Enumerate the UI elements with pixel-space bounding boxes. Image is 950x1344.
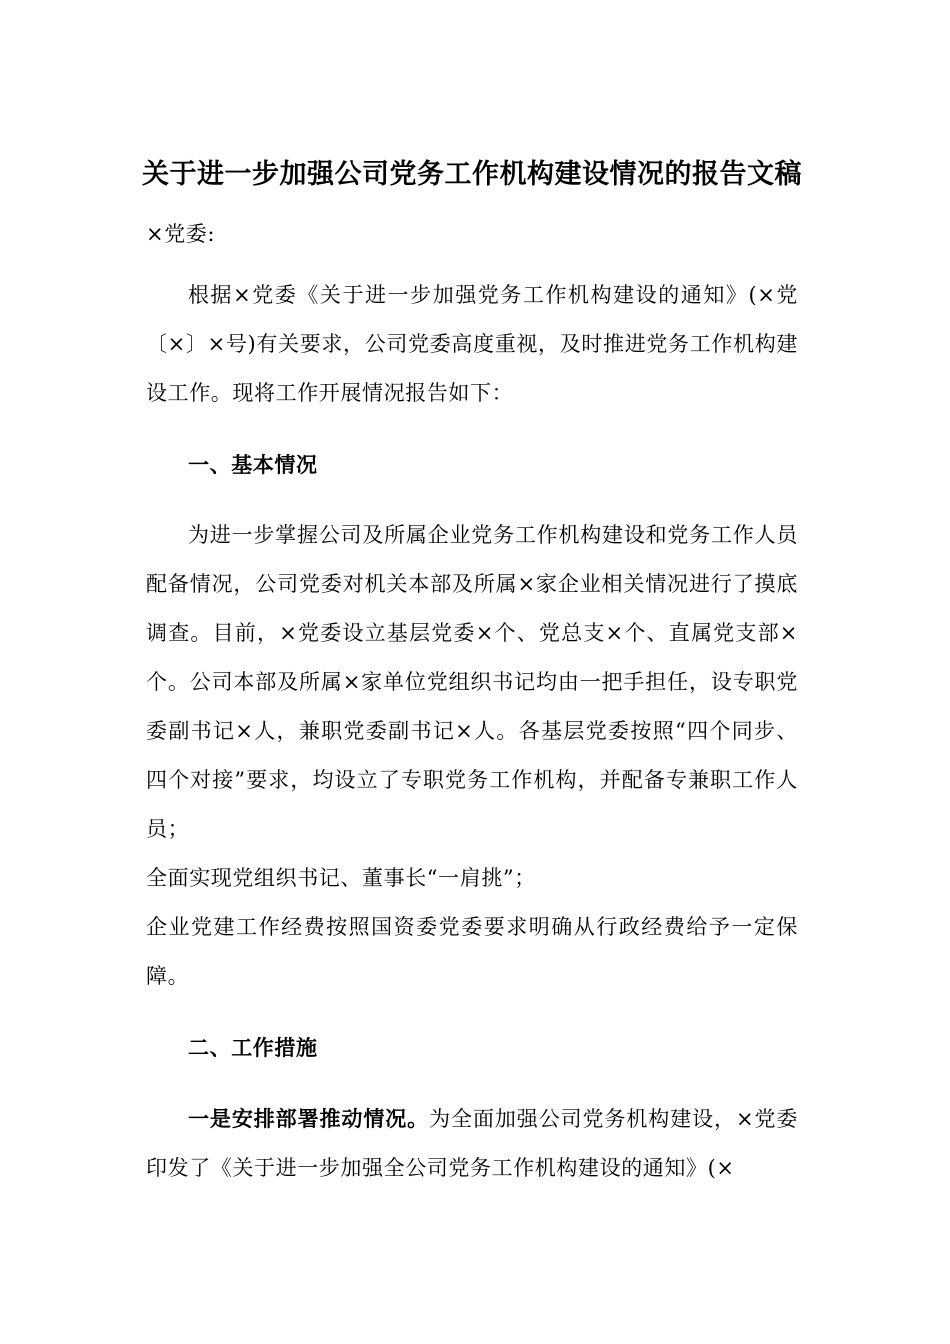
measure-lead: 一是安排部署推动情况。 [188,1106,430,1131]
basic-situation-line-3: 企业党建工作经费按照国资委党委要求明确从行政经费给予一定保障。 [146,915,798,988]
section-heading-basic: 一、基本情况 [188,452,318,477]
measure-text: 为全面加强公司党务机构建设，×党委印发了《关于进一步加强全公司党务工作机构建设的通知》(× [146,1107,798,1180]
section-heading-measures: 二、工作措施 [188,1035,318,1060]
intro-paragraph: 根据×党委《关于进一步加强党务工作机构建设的通知》(×党〔×〕×号)有关要求，公司党委高度重视，及时推进党务工作机构建设工作。现将工作开展情况报告如下： [146,283,798,405]
basic-situation-paragraph: 为进一步掌握公司及所属企业党务工作机构建设和党务工作人员配备情况，公司党委对机关本部及所属×家企业相关情况进行了摸底调查。目前，×党委设立基层党委×个、党总支×个、直属党支部×个。公司本部及所属×家单位党组织书记均由一把手担任，设专职党委副书记×人，兼职党委副书记×人。各基层党委按照“四个同步、四个对接”要求，均设立了专职党务工作机构，并配备专兼职工作人员； [146,523,798,841]
document-body [142,152,802,1193]
salutation: ×党委: [146,222,216,246]
basic-situation-line-2: 全面实现党组织书记、董事长“一肩挑”； [146,866,536,890]
document-title: 关于进一步加强公司党务工作机构建设情况的报告文稿 [142,159,802,190]
measures-paragraph [146,1094,798,1193]
